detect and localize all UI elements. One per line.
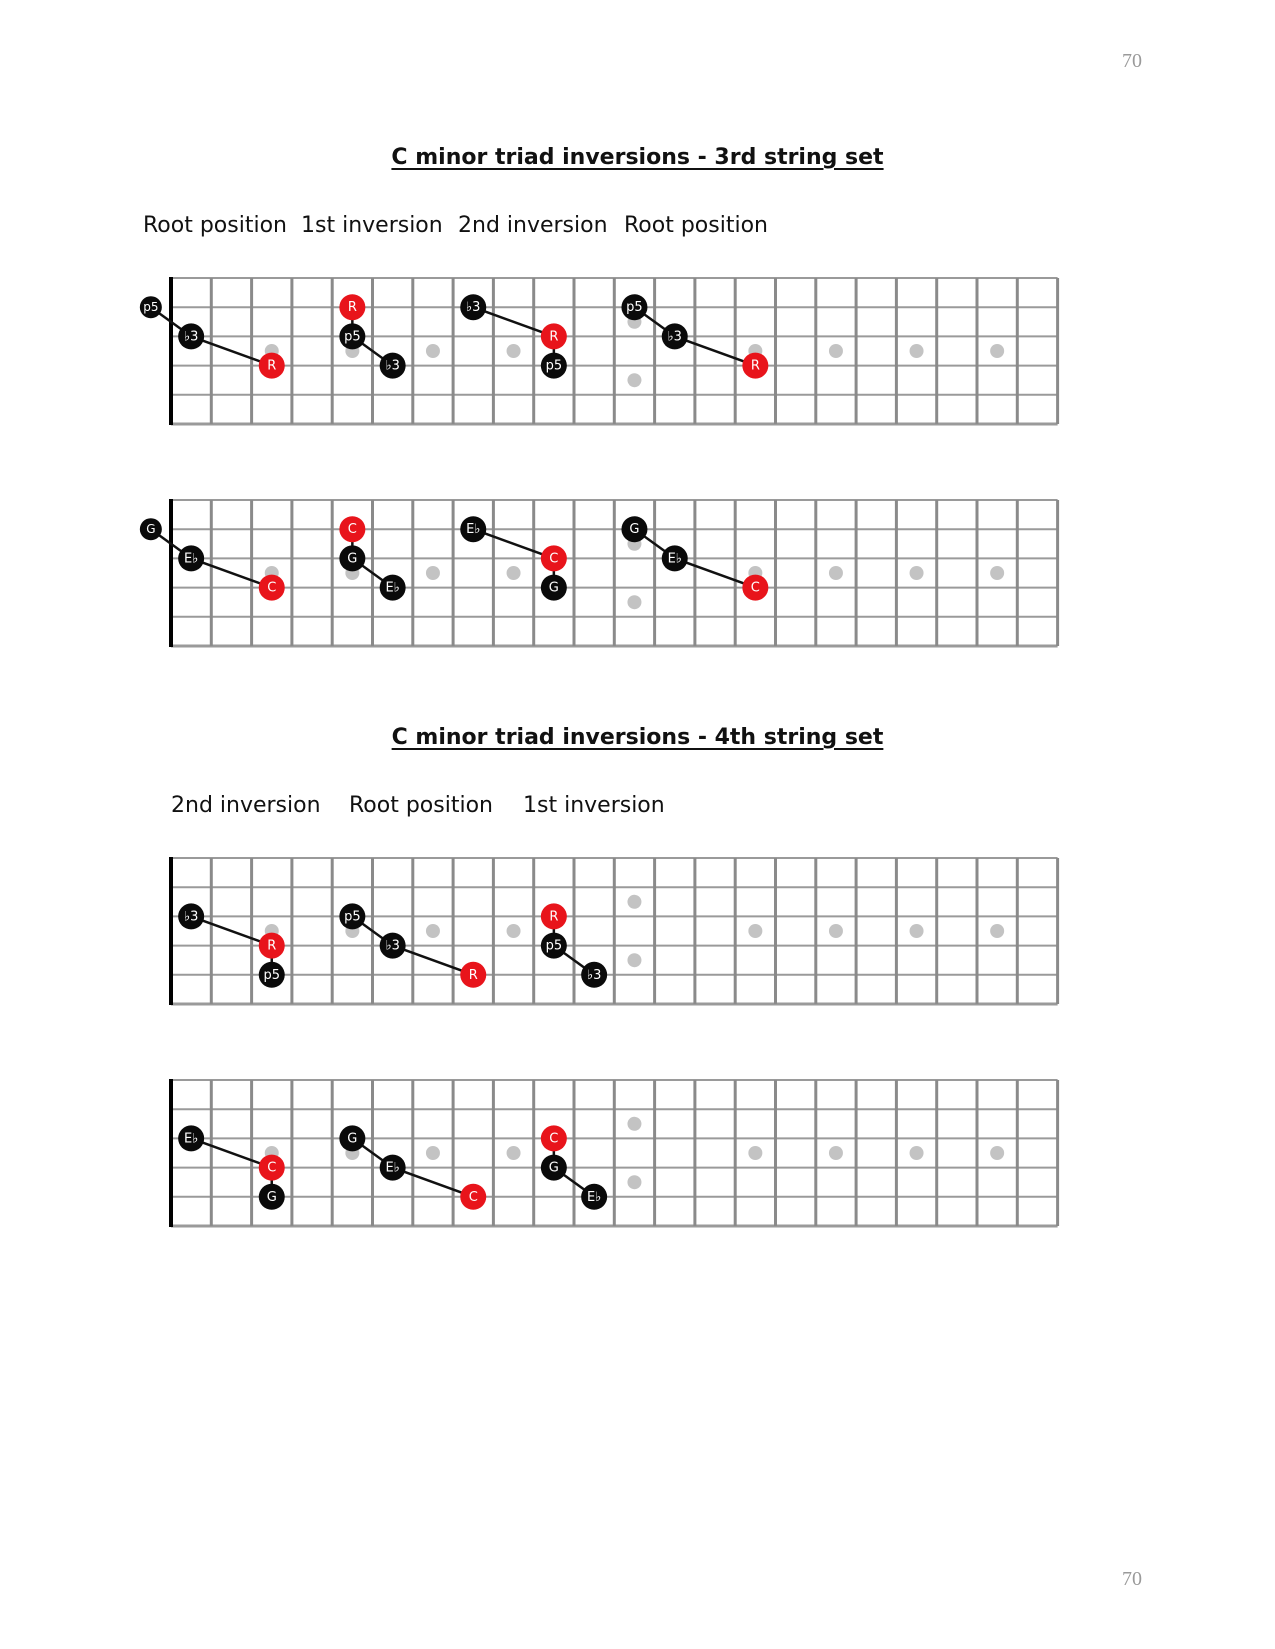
fret-inlay-dot (426, 1146, 440, 1160)
fret-inlay-dot (426, 924, 440, 938)
note-label: ♭3 (183, 329, 199, 345)
note-label: C (267, 580, 277, 596)
fret-inlay-dot (748, 924, 762, 938)
fret-inlay-dot (990, 1146, 1004, 1160)
note-label: ♭3 (385, 358, 400, 374)
fret-inlay-dot (910, 566, 924, 580)
note-label: G (146, 522, 156, 537)
fret-inlay-dot (829, 566, 843, 580)
note-label: p5 (143, 300, 159, 315)
note-label: E♭ (385, 580, 400, 596)
note-label: p5 (263, 967, 281, 983)
note-label: E♭ (183, 1131, 199, 1147)
note-label: R (267, 938, 277, 954)
fret-inlay-dot (990, 924, 1004, 938)
note-label: E♭ (466, 522, 481, 538)
note-label: ♭3 (667, 329, 682, 345)
note-label: G (548, 580, 559, 596)
fret-inlay-dot (910, 924, 924, 938)
note-label: G (266, 1189, 277, 1205)
position-label-2nd-inversion: 2nd inversion (171, 793, 321, 818)
fret-inlay-dot (910, 344, 924, 358)
note-label: G (347, 551, 358, 567)
position-label-2nd-inversion: 2nd inversion (458, 213, 608, 238)
section-title-4th-string-set: C minor triad inversions - 4th string set (391, 725, 884, 750)
fret-inlay-dot (627, 953, 641, 967)
fret-inlay-dot (910, 1146, 924, 1160)
fret-inlay-dot (990, 566, 1004, 580)
note-label: p5 (344, 909, 361, 925)
note-label: C (267, 1160, 277, 1176)
note-label: E♭ (667, 551, 682, 567)
position-label-1st-inversion: 1st inversion (301, 213, 443, 238)
fret-inlay-dot (426, 566, 440, 580)
fret-inlay-dot (829, 344, 843, 358)
note-label: C (468, 1189, 478, 1205)
fret-inlay-dot (627, 1117, 641, 1131)
note-label: G (347, 1131, 358, 1147)
note-label: p5 (545, 358, 563, 374)
note-label: R (750, 358, 760, 374)
note-label: R (549, 329, 559, 345)
note-label: E♭ (385, 1160, 400, 1176)
fret-inlay-dot (507, 566, 521, 580)
note-label: G (629, 522, 640, 538)
note-label: ♭3 (466, 300, 481, 316)
fret-inlay-dot (990, 344, 1004, 358)
note-label: ♭3 (385, 938, 400, 954)
fret-inlay-dot (627, 595, 641, 609)
note-label: ♭3 (586, 967, 602, 983)
note-label: G (548, 1160, 559, 1176)
position-label-root-position: Root position (624, 213, 768, 238)
note-label: C (750, 580, 760, 596)
note-label: p5 (344, 329, 361, 345)
note-label: C (347, 522, 357, 538)
fret-inlay-dot (627, 895, 641, 909)
note-label: C (549, 1131, 559, 1147)
section-title-3rd-string-set: C minor triad inversions - 3rd string set (391, 145, 884, 170)
fret-inlay-dot (829, 924, 843, 938)
position-label-root-position: Root position (143, 213, 287, 238)
fret-inlay-dot (627, 1175, 641, 1189)
note-label: E♭ (586, 1189, 602, 1205)
fret-inlay-dot (507, 1146, 521, 1160)
note-label: ♭3 (183, 909, 199, 925)
note-label: E♭ (183, 551, 199, 567)
page-number-bottom: 70 (1122, 1568, 1142, 1590)
fret-inlay-dot (627, 373, 641, 387)
note-label: C (549, 551, 559, 567)
note-label: p5 (545, 938, 563, 954)
fret-inlay-dot (507, 924, 521, 938)
note-label: R (549, 909, 559, 925)
fret-inlay-dot (507, 344, 521, 358)
note-label: R (347, 300, 357, 316)
note-label: R (468, 967, 478, 983)
note-label: p5 (626, 300, 643, 316)
page-number-top: 70 (1122, 50, 1142, 72)
fret-inlay-dot (748, 1146, 762, 1160)
note-label: R (267, 358, 277, 374)
fret-inlay-dot (829, 1146, 843, 1160)
position-label-1st-inversion: 1st inversion (523, 793, 665, 818)
fret-inlay-dot (426, 344, 440, 358)
position-label-root-position: Root position (349, 793, 493, 818)
